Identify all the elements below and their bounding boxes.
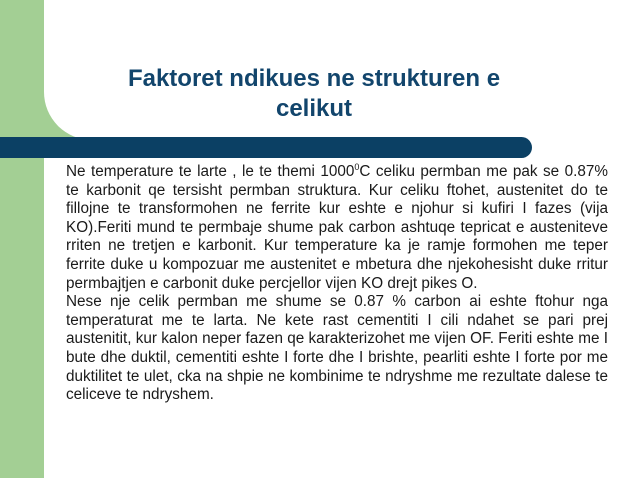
superscript-exponent: 0 (354, 162, 360, 172)
slide-body (66, 163, 608, 405)
title-underline-bar (0, 137, 532, 158)
paragraph-2: Nese nje celik permban me shume se 0.87 % carbon ai eshte ftohur nga temperaturat me te larta. Ne kete rast cementiti I cili ndahet se pari prej austenitit, kur kalon neper fazen qe karakterizohet me vijen OF. Feriti eshte me I bute dhe duktil, cementiti eshte I forte dhe I brishte, pearliti eshte I forte por me duktilitet te ulet, cka na shpie ne kombinime te ndryshme me rezultate dalese te celiceve te ndryshem. (66, 293, 608, 404)
decorative-green-strip (0, 0, 44, 478)
paragraph-1-start: Ne temperature te larte , le te themi 1000 (66, 163, 355, 180)
slide-title: Faktoret ndikues ne strukturen e celikut (127, 65, 501, 122)
paragraph-1 (66, 163, 608, 293)
paragraph-1-rest: C celiku permban me pak se 0.87% te karbonit qe tersisht permban struktura. Kur celiku ftohet, austenitet do te fillojne te transformohen ne ferrite kur eshte e njohur si kufiri I fazes (vija KO).Feriti mund te permbaje shume pak carbon ashtuqe tepricat e austeniteve rriten ne tretjen e karbonit. Kur temperature ka je ramje formohen me teper ferrite duke u kompozuar me austenitet e mbetura dhe njekohesisht duke rritur permbajtjen e carbonit duke percjellor vijen KO drejt pikes O. (66, 163, 608, 292)
